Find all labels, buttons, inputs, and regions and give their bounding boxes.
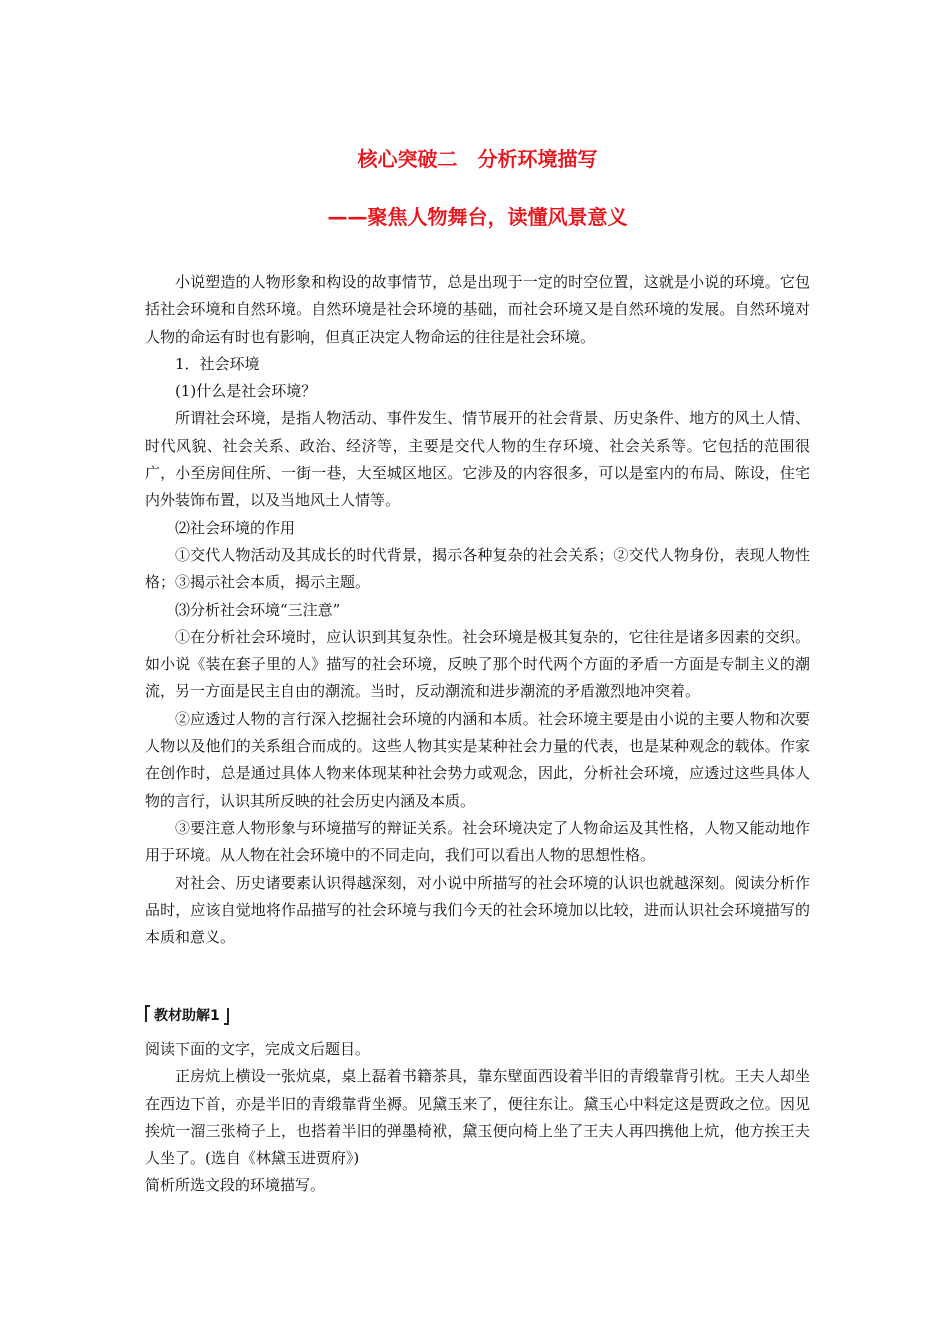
exercise-passage: 正房炕上横设一张炕桌，桌上磊着书籍茶具，靠东壁面西设着半旧的青缎靠背引枕。王夫人却坐在西边下首，亦是半旧的青缎靠背坐褥。见黛玉来了，便往东让。黛玉心中料定这是贾政之位。因见挨炕一溜三张椅子上，也搭着半旧的弹墨椅袱，黛玉便向椅上坐了王夫人再四携他上炕，他方挨王夫人坐了。(选自《林黛玉进贾府》) [145,1067,810,1168]
subsection-heading: ⑵社会环境的作用 [175,518,296,537]
intro-paragraph: 小说塑造的人物形象和构设的故事情节，总是出现于一定的时空位置，这就是小说的环境。它包括社会环境和自然环境。自然环境是社会环境的基础，而社会环境又是自然环境的发展。自然环境对人物的命运有时也有影响，但真正决定人物命运的往往是社会环境。 [145,273,810,346]
subsection-heading: (1)什么是社会环境？ [175,382,317,401]
main-body [145,269,810,951]
paragraph: ①交代人物活动及其成长的时代背景，揭示各种复杂的社会关系；②交代人物身份，表现人物性格；③揭示社会本质，揭示主题。 [145,545,810,592]
subsection-heading: ⑶分析社会环境“三注意” [175,600,341,619]
bracket-left-icon [145,1005,150,1022]
exercise-instruction: 阅读下面的文字，完成文后题目。 [145,1040,371,1058]
conclusion-paragraph: 对社会、历史诸要素认识得越深刻，对小说中所描写的社会环境的认识也就越深刻。阅读分析作品时，应该自觉地将作品描写的社会环境与我们今天的社会环境加以比较，进而认识社会环境描写的本质和意义。 [145,873,810,947]
bracket-right-icon [224,1008,229,1025]
paragraph: ③要注意人物形象与环境描写的辩证关系。社会环境决定了人物命运及其性格，人物又能动地作用于环境。从人物在社会环境中的不同走向，我们可以看出人物的思想性格。 [145,818,810,865]
page-subtitle: ——聚焦人物舞台，读懂风景意义 [327,205,628,229]
paragraph: 所谓社会环境，是指人物活动、事件发生、情节展开的社会背景、历史条件、地方的风土人情、时代风貌、社会关系、政治、经济等，主要是交代人物的生存环境、社会关系等。它包括的范围很广，小至房间住所、一街一巷，大至城区地区。它涉及的内容很多，可以是室内的布局、陈设，住宅内外装饰布置，以及当地风土人情等。 [145,409,810,510]
page-title: 核心突破二 分析环境描写 [357,147,598,171]
paragraph: ②应透过人物的言行深入挖掘社会环境的内涵和本质。社会环境主要是由小说的主要人物和次要人物以及他们的关系组合而成的。这些人物其实是某种社会力量的代表，也是某种观念的载体。作家在创作时，总是通过具体人物来体现某种社会势力或观念，因此，分析社会环境，应透过这些具体人物的言行，认识其所反映的社会历史内涵及本质。 [145,709,810,810]
exercise-label-text: 教材助解1 [154,1008,220,1024]
exercise-question: 简析所选文段的环境描写。 [145,1176,326,1195]
section-heading: 1．社会环境 [175,354,260,373]
exercise-body [145,1036,810,1200]
exercise-label [145,1003,229,1027]
paragraph: ①在分析社会环境时，应认识到其复杂性。社会环境是极其复杂的，它往往是诸多因素的交织。如小说《装在套子里的人》描写的社会环境，反映了那个时代两个方面的矛盾一方面是专制主义的潮流，另一方面是民主自由的潮流。当时，反动潮流和进步潮流的矛盾激烈地冲突着。 [145,627,810,701]
